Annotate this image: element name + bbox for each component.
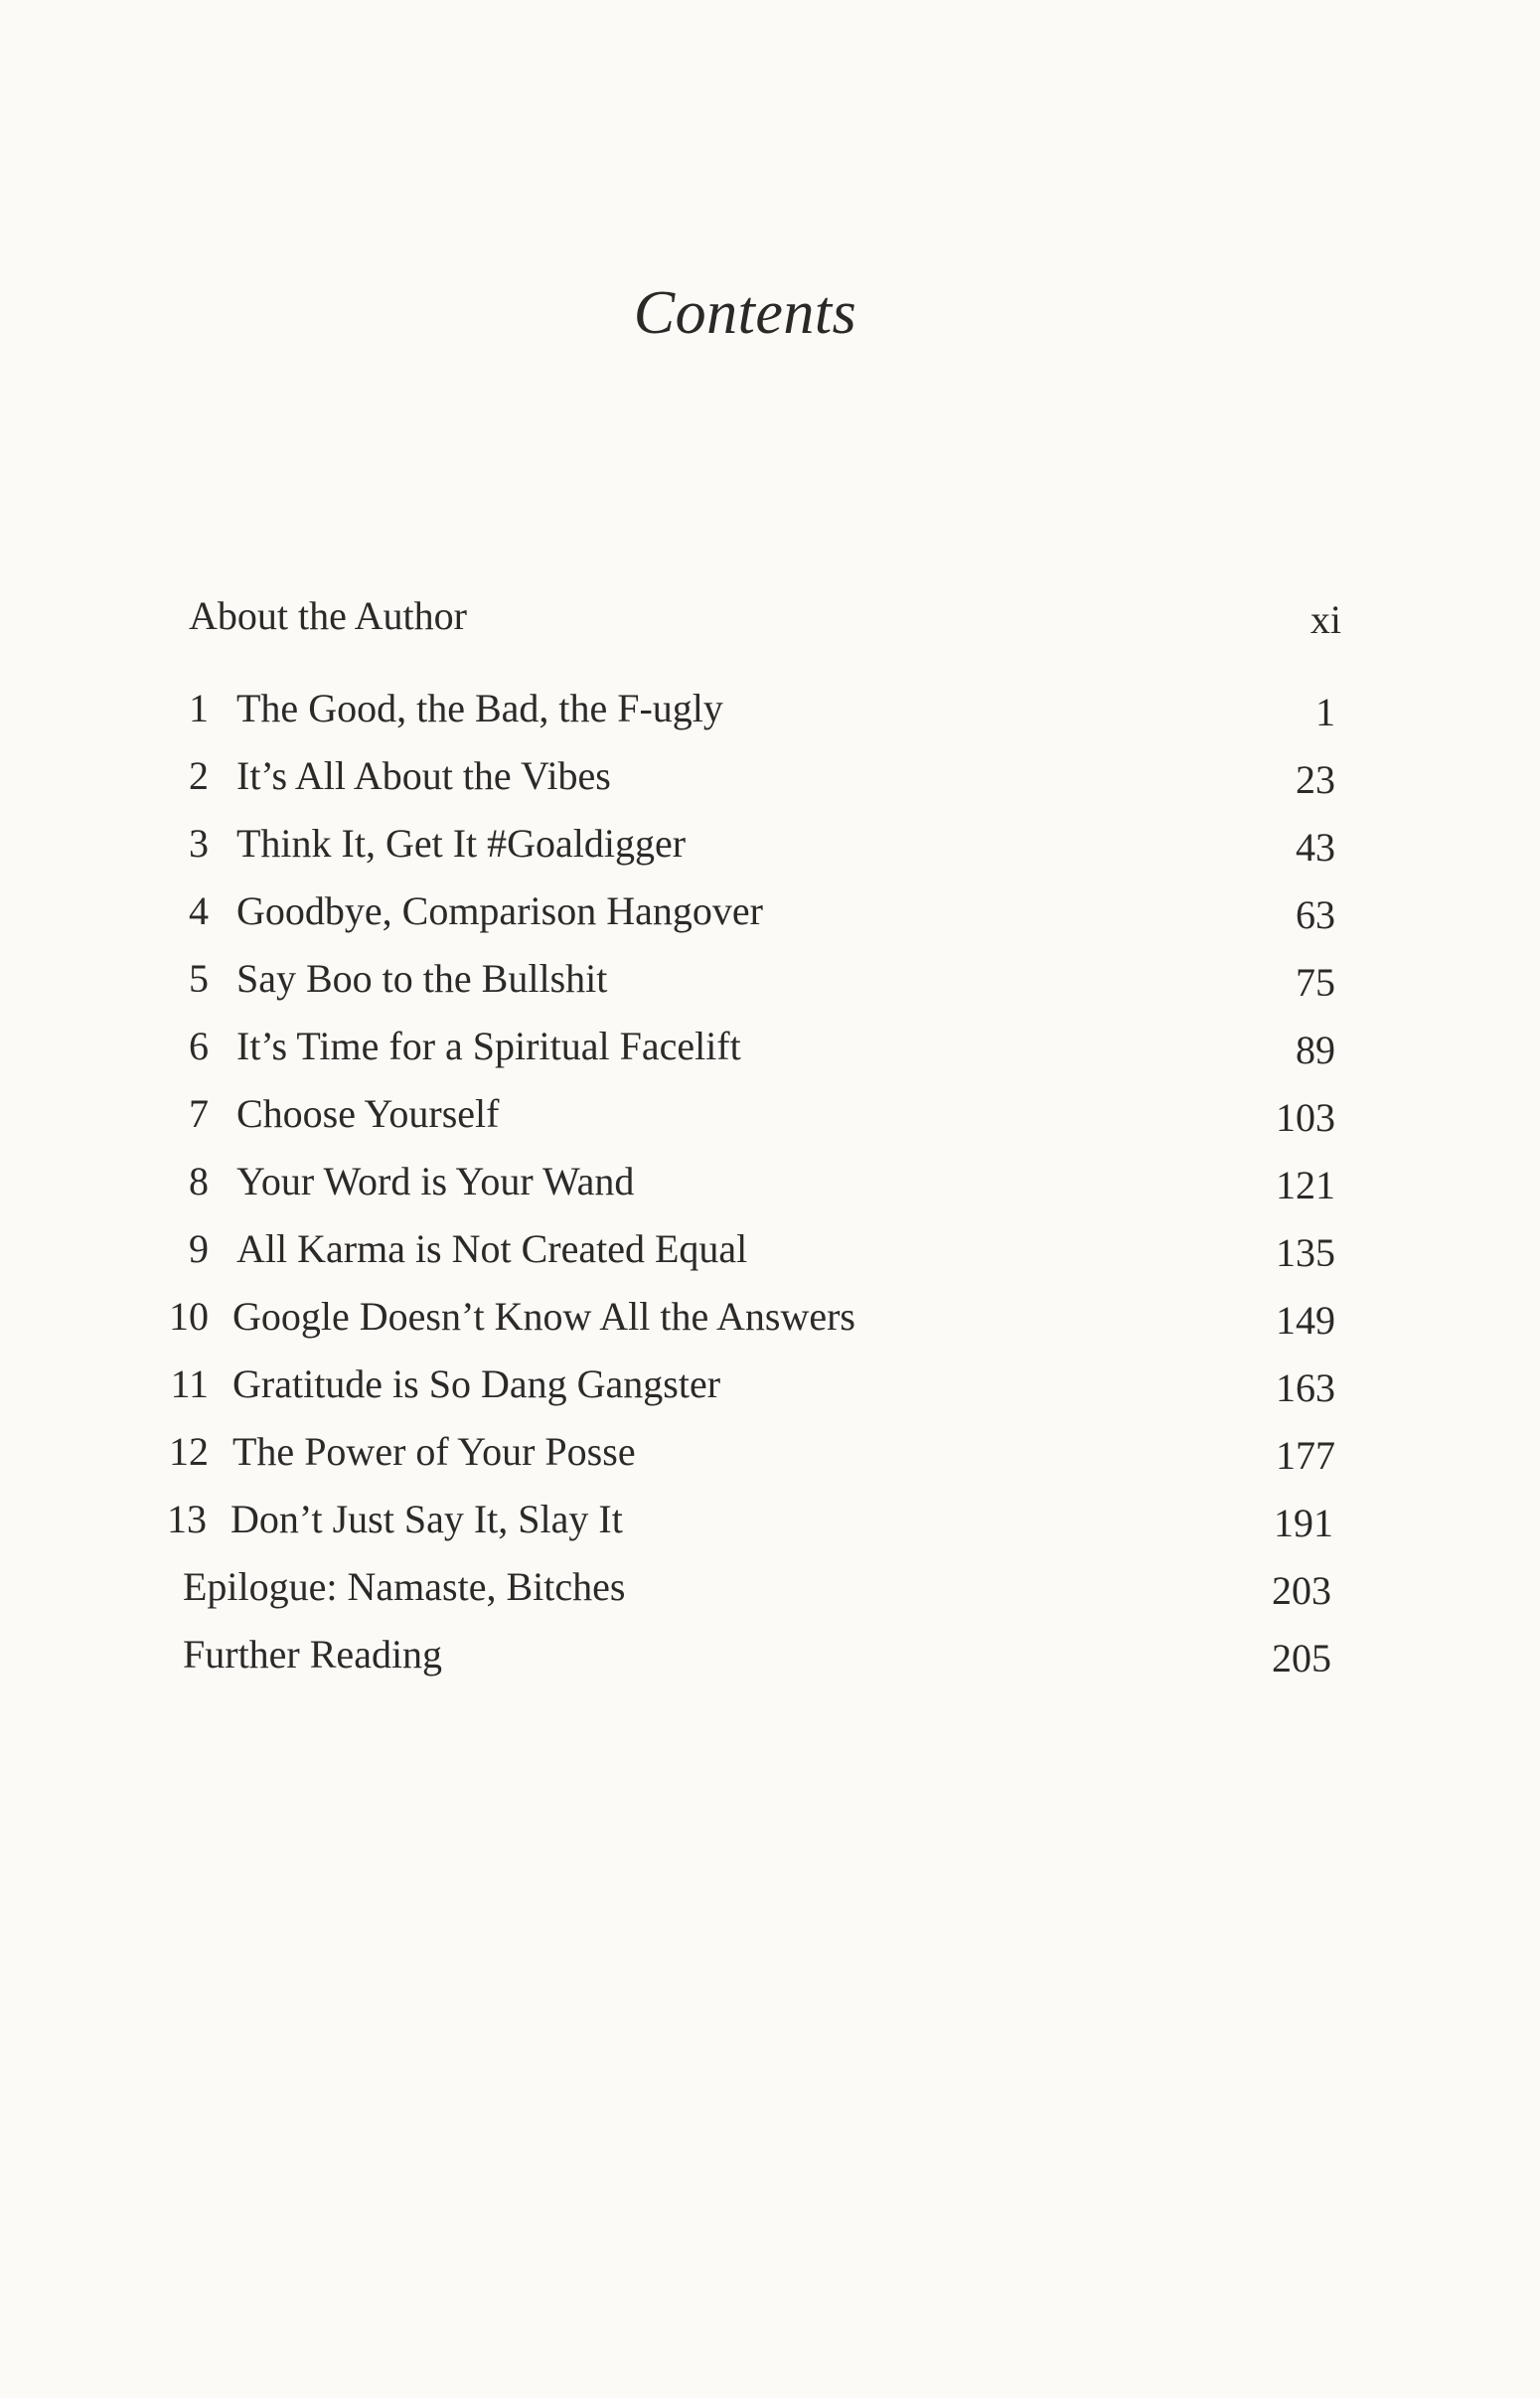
chapter-number: 3 [189,821,209,866]
toc-entry-page: 163 [1276,1365,1335,1410]
toc-entry-chapter [0,1152,1540,1211]
toc-entry-page: 177 [1276,1433,1335,1478]
page-title: Contents [633,279,857,347]
toc-entry-chapter [0,814,1540,874]
toc-entry-label: It’s All About the Vibes [236,753,611,798]
chapter-number: 9 [189,1226,209,1271]
chapter-number: 6 [189,1024,209,1068]
toc-entry-label: Say Boo to the Bullshit [236,956,608,1001]
toc-entry-label: Epilogue: Namaste, Bitches [183,1564,626,1609]
chapter-number: 11 [170,1361,209,1406]
toc-entry-label: Gratitude is So Dang Gangster [232,1361,721,1406]
toc-entry-page: 191 [1274,1501,1333,1545]
toc-entry-label: Your Word is Your Wand [236,1159,635,1203]
toc-entry-page: 135 [1276,1230,1335,1275]
toc-entry-chapter [0,1017,1540,1076]
toc-entry-label: It’s Time for a Spiritual Facelift [236,1024,741,1068]
toc-entry-further-reading [0,1625,1540,1684]
chapter-number: 10 [169,1294,209,1339]
toc-entry-label: Think It, Get It #Goaldigger [236,821,687,866]
toc-entry-label: The Power of Your Posse [232,1429,636,1474]
chapter-number: 8 [189,1159,209,1203]
toc-entry-label: The Good, the Bad, the F-ugly [236,686,723,730]
toc-entry-page: 205 [1272,1636,1331,1680]
toc-entry-label: About the Author [189,593,467,638]
chapter-number: 13 [167,1497,207,1541]
toc-entry-page: 43 [1296,825,1335,870]
toc-entry-chapter [0,1084,1540,1144]
chapter-number: 1 [189,686,209,730]
toc-entry-page: 23 [1296,757,1335,802]
toc-entry-label: Don’t Just Say It, Slay It [231,1497,623,1541]
toc-entry-chapter [0,679,1540,738]
toc-entry-label: Goodbye, Comparison Hangover [236,888,763,933]
toc-entry-page: 121 [1276,1163,1335,1207]
toc-entry-label: Further Reading [183,1632,443,1677]
toc-entry-chapter [0,881,1540,941]
toc-entry-label: Choose Yourself [236,1091,500,1136]
toc-entry-page: xi [1309,597,1341,642]
toc-entry-page: 75 [1296,960,1335,1005]
toc-entry-chapter [0,949,1540,1009]
toc-entry-page: 149 [1276,1298,1335,1343]
chapter-number: 4 [189,888,209,933]
toc-entry-page: 203 [1272,1568,1331,1613]
chapter-number: 2 [189,753,209,798]
toc-entry-chapter [0,1219,1540,1279]
chapter-number: 7 [189,1091,209,1136]
toc-entry-label: All Karma is Not Created Equal [236,1226,748,1271]
toc-entry-page: 63 [1296,892,1335,937]
toc-entry-chapter [0,1355,1540,1414]
toc-entry-epilogue [0,1557,1540,1617]
chapter-number: 12 [169,1429,209,1474]
toc-entry-page: 1 [1315,690,1335,734]
chapter-number: 5 [189,956,209,1001]
toc-entry-chapter [0,1490,1540,1549]
toc-entry-chapter [0,1287,1540,1347]
toc-entry-label: Google Doesn’t Know All the Answers [232,1294,855,1339]
toc-entry-about-author [0,586,1540,646]
toc-entry-chapter [0,746,1540,806]
toc-entry-chapter [0,1422,1540,1482]
toc-entry-page: 89 [1296,1028,1335,1072]
toc-entry-page: 103 [1276,1095,1335,1140]
